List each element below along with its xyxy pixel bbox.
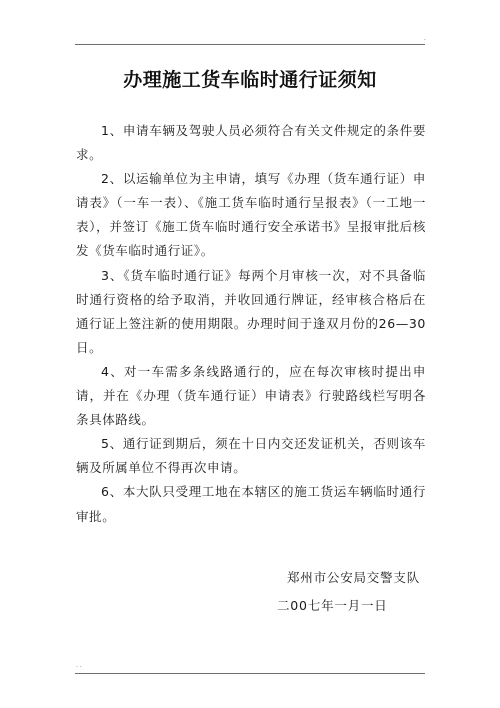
paragraph-2: 2、以运输单位为主申请，填写《办理（货车通行证）申请表》（一车一表）、《施工货车临时通行呈报表》（一工地一表），并签订《施工货车临时通行安全承诺书》呈报审批后核发《货车临时通行证》。 (76, 171, 426, 259)
footer-mark: . . (76, 662, 82, 669)
document-title: 办理施工货车临时通行证须知 (123, 69, 377, 91)
paragraph-3: 3、《货车临时通行证》每两个月审核一次，对不具备临时通行资格的给予取消，并收回通行牌证，经审核合格后在通行证上签注新的使用期限。办理时间于逢双月份的26—30日。 (76, 267, 426, 355)
signature-date: 二00七年一月一日 (277, 598, 388, 613)
paragraph-4: 4、对一车需多条线路通行的，应在每次审核时提出申请，并在《办理（货车通行证）申请表》行驶路线栏写明各条具体路线。 (76, 363, 426, 428)
paragraph-5: 5、通行证到期后，须在十日内交还发证机关，否则该车辆及所属单位不得再次申请。 (76, 436, 426, 476)
paragraph-6: 6、本大队只受理工地在本辖区的施工货运车辆临时通行审批。 (76, 484, 426, 524)
signature-organization: 郑州市公安局交警支队 (287, 570, 421, 585)
footer-rule (75, 673, 425, 674)
header-rule (75, 44, 425, 45)
document-body (76, 119, 426, 529)
header-mark: . (424, 35, 426, 42)
paragraph-1: 1、申请车辆及驾驶人员必须符合有关文件规定的条件要求。 (76, 123, 426, 163)
